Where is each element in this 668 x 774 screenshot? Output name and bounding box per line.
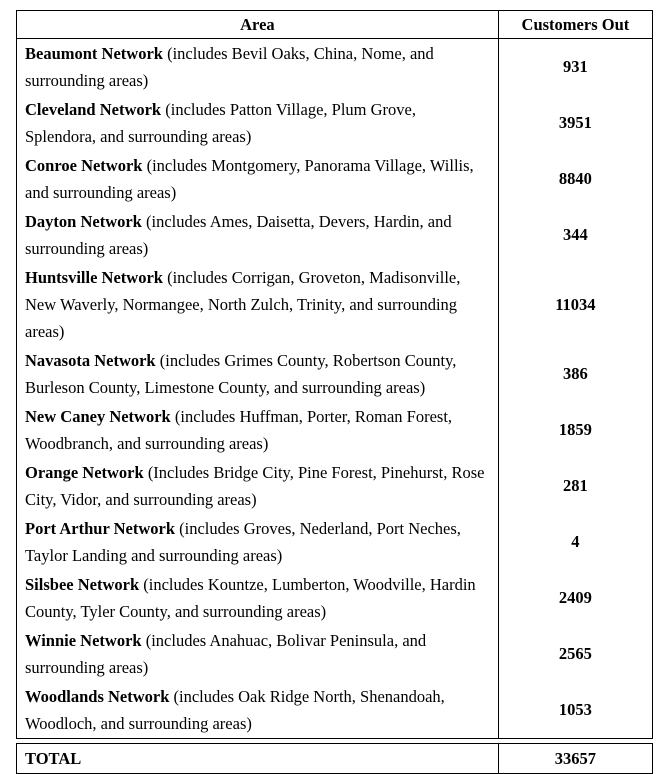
network-name: Beaumont Network [25, 44, 163, 63]
network-name: Dayton Network [25, 212, 142, 231]
table-row [17, 39, 653, 96]
area-cell [17, 346, 499, 402]
outage-table [16, 10, 653, 774]
table-row [17, 207, 653, 263]
table-row [17, 458, 653, 514]
area-cell [17, 402, 499, 458]
area-cell [17, 570, 499, 626]
network-detail: (includes Huffman, Porter, Roman Forest, Woodbranch, and surrounding areas) [25, 407, 453, 453]
area-cell [17, 514, 499, 570]
network-name: Huntsville Network [25, 268, 163, 287]
network-detail: (includes Groves, Nederland, Port Neches, Taylor Landing and surrounding areas) [25, 519, 461, 565]
network-detail: (includes Corrigan, Groveton, Madisonville, New Waverly, Normangee, North Zulch, Trinity, and surrounding areas) [25, 268, 461, 341]
table-row [17, 682, 653, 739]
table-row [17, 346, 653, 402]
customers-out-cell: 3951 [498, 95, 652, 151]
network-detail: (includes Kountze, Lumberton, Woodville, Hardin County, Tyler County, and surrounding areas) [25, 575, 476, 621]
table-row [17, 514, 653, 570]
network-name: Orange Network [25, 463, 144, 482]
network-name: Port Arthur Network [25, 519, 175, 538]
network-name: New Caney Network [25, 407, 171, 426]
table-row [17, 95, 653, 151]
table-row [17, 151, 653, 207]
network-detail: (includes Anahuac, Bolivar Peninsula, and surrounding areas) [25, 631, 427, 677]
customers-out-column-header: Customers Out [498, 11, 652, 39]
network-name: Silsbee Network [25, 575, 140, 594]
network-name: Woodlands Network [25, 687, 170, 706]
customers-out-cell: 2409 [498, 570, 652, 626]
network-detail: (Includes Bridge City, Pine Forest, Pinehurst, Rose City, Vidor, and surrounding areas) [25, 463, 485, 509]
header-row [17, 11, 653, 39]
customers-out-cell: 8840 [498, 151, 652, 207]
network-detail: (includes Montgomery, Panorama Village, Willis, and surrounding areas) [25, 156, 474, 202]
network-detail: (includes Bevil Oaks, China, Nome, and surrounding areas) [25, 44, 434, 90]
network-detail: (includes Patton Village, Plum Grove, Splendora, and surrounding areas) [25, 100, 416, 146]
network-detail: (includes Ames, Daisetta, Devers, Hardin, and surrounding areas) [25, 212, 452, 258]
network-name: Navasota Network [25, 351, 156, 370]
network-detail: (includes Grimes County, Robertson County, Burleson County, Limestone County, and surrounding areas) [25, 351, 457, 397]
customers-out-cell: 1859 [498, 402, 652, 458]
area-cell [17, 95, 499, 151]
total-value: 33657 [498, 744, 652, 774]
network-detail: (includes Oak Ridge North, Shenandoah, Woodloch, and surrounding areas) [25, 687, 445, 733]
table-row [17, 626, 653, 682]
area-cell [17, 207, 499, 263]
area-column-header: Area [17, 11, 499, 39]
area-cell [17, 151, 499, 207]
customers-out-cell: 386 [498, 346, 652, 402]
area-cell [17, 263, 499, 346]
table-row [17, 263, 653, 346]
network-name: Winnie Network [25, 631, 142, 650]
area-cell [17, 626, 499, 682]
customers-out-cell: 4 [498, 514, 652, 570]
total-label: TOTAL [17, 744, 499, 774]
table-body [17, 39, 653, 774]
table-row [17, 570, 653, 626]
customers-out-cell: 931 [498, 39, 652, 96]
total-row [17, 744, 653, 774]
network-name: Cleveland Network [25, 100, 162, 119]
customers-out-cell: 2565 [498, 626, 652, 682]
table-row [17, 402, 653, 458]
customers-out-cell: 1053 [498, 682, 652, 739]
area-cell [17, 682, 499, 739]
area-cell [17, 458, 499, 514]
customers-out-cell: 11034 [498, 263, 652, 346]
customers-out-cell: 281 [498, 458, 652, 514]
area-cell [17, 39, 499, 96]
network-name: Conroe Network [25, 156, 143, 175]
customers-out-cell: 344 [498, 207, 652, 263]
